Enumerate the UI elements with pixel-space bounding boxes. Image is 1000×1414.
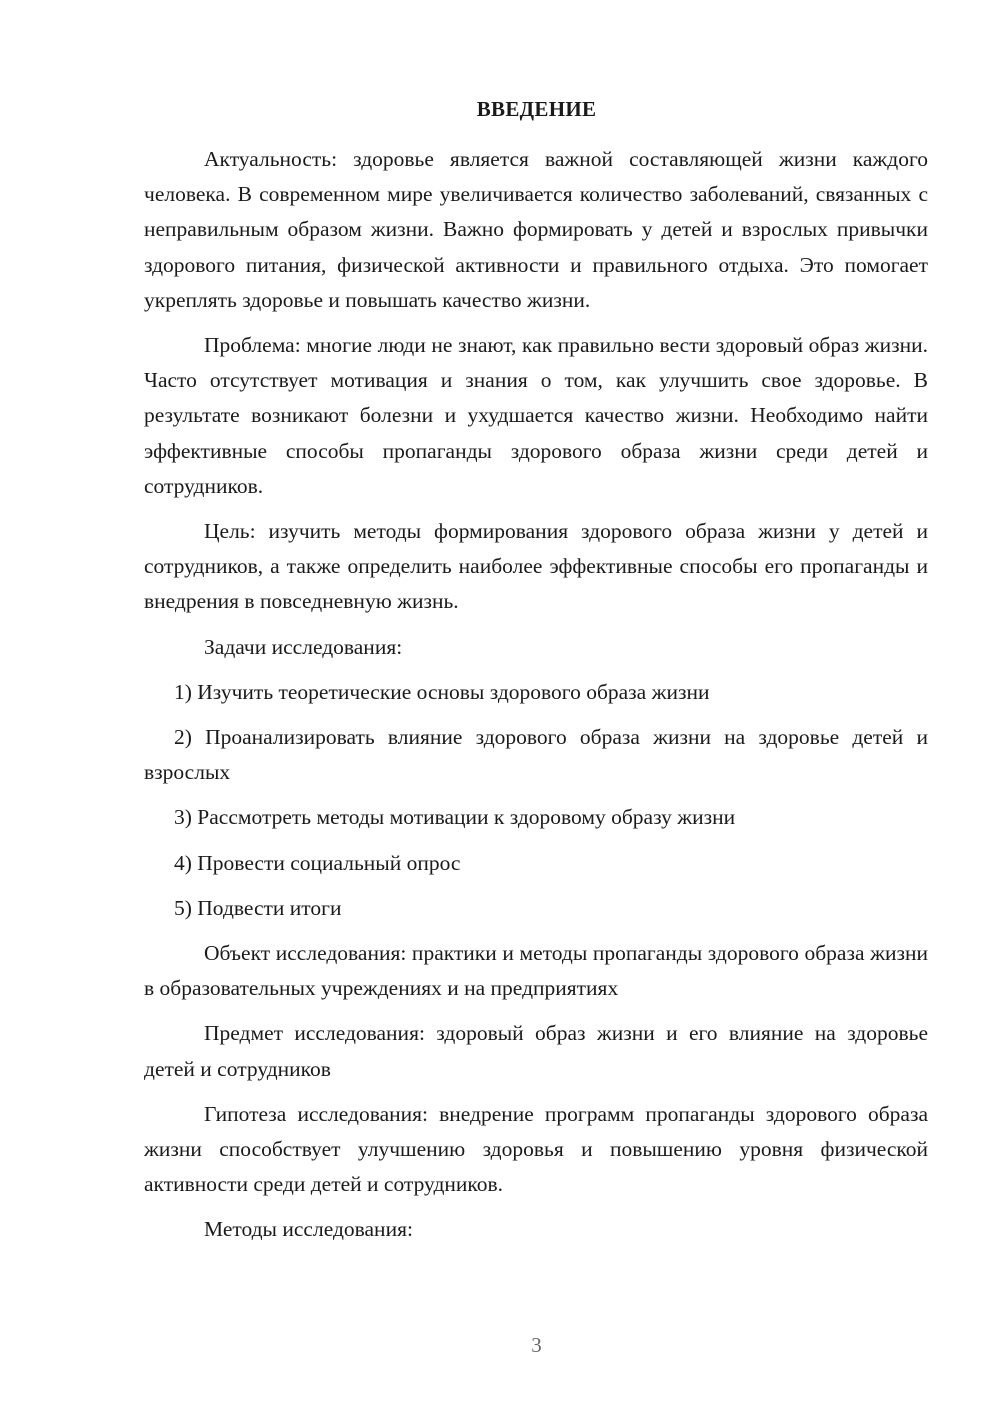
paragraph-object: Объект исследования: практики и методы пропаганды здорового образа жизни в образовательных учреждениях и на предприятиях: [144, 941, 928, 1001]
task-item: 5) Подвести итоги: [174, 895, 342, 920]
task-item: 3) Рассмотреть методы мотивации к здоровому образу жизни: [174, 805, 736, 830]
task-item: 2) Проанализировать влияние здорового образа жизни на здоровье детей и взрослых: [144, 725, 928, 785]
task-item: 4) Провести социальный опрос: [174, 850, 461, 875]
paragraph-problem: Проблема: многие люди не знают, как правильно вести здоровый образ жизни. Часто отсутствует мотивация и знания о том, как улучшить свое здоровье. В результате возникают болезни и ухудшается качество жизни. Необходимо найти эффективные способы пропаганды здорового образа жизни среди детей и сотрудников.: [144, 333, 928, 498]
page-number: 3: [531, 1333, 542, 1357]
task-item: 1) Изучить теоретические основы здорового образа жизни: [174, 679, 710, 704]
paragraph-methods: Методы исследования:: [204, 1217, 413, 1242]
paragraph-subject: Предмет исследования: здоровый образ жизни и его влияние на здоровье детей и сотрудников: [144, 1021, 928, 1081]
paragraph-tasks-heading: Задачи исследования:: [204, 634, 403, 659]
paragraph-goal: Цель: изучить методы формирования здорового образа жизни у детей и сотрудников, а также определить наиболее эффективные способы его пропаганды и внедрения в повседневную жизнь.: [144, 519, 928, 614]
paragraph-hypothesis: Гипотеза исследования: внедрение программ пропаганды здорового образа жизни способствует улучшению здоровья и повышению уровня физической активности среди детей и сотрудников.: [144, 1101, 928, 1197]
section-title: ВВЕДЕНИЕ: [476, 97, 597, 121]
paragraph-relevance: Актуальность: здоровье является важной составляющей жизни каждого человека. В современном мире увеличивается количество заболеваний, связанных с неправильным образом жизни. Важно формировать у детей и взрослых привычки здорового питания, физической активности и правильного отдыха. Это помогает укреплять здоровье и повышать качество жизни.: [144, 147, 928, 312]
document-body: [144, 142, 928, 1258]
